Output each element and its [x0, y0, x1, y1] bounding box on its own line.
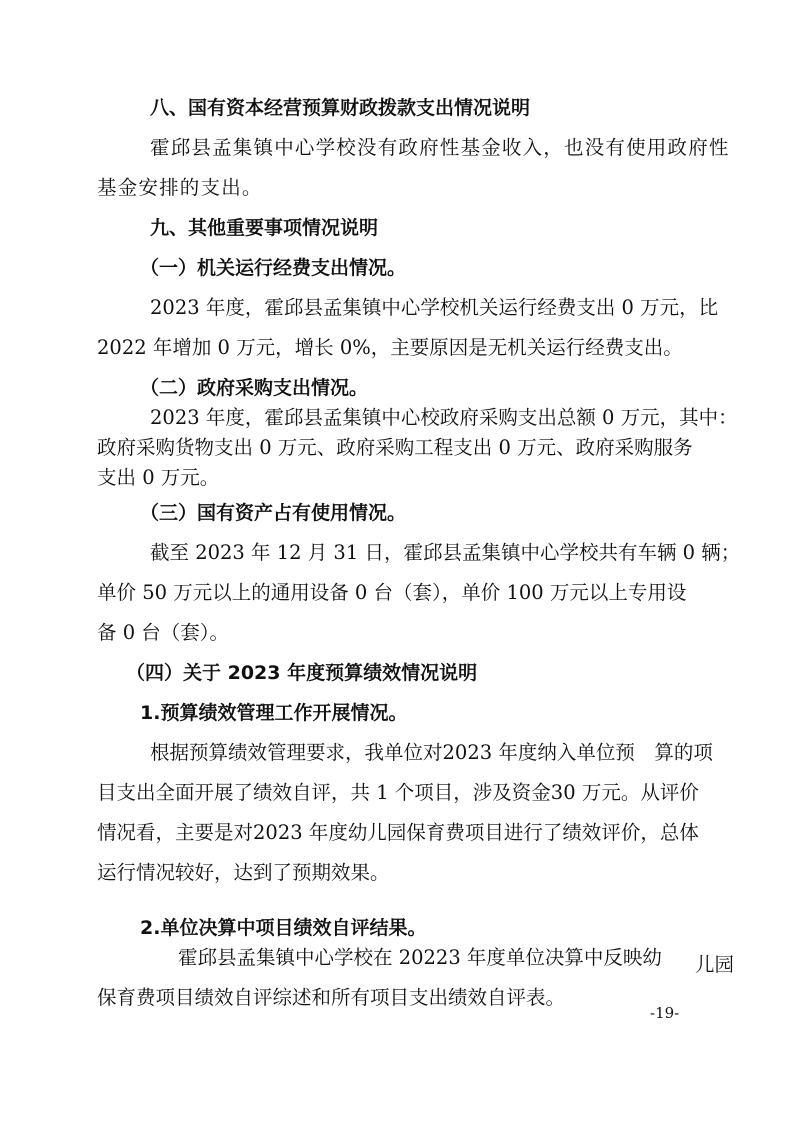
- paragraph-line: 2023 年度，霍邱县孟集镇中心学校机关运行经费支出 0 万元，比: [150, 296, 719, 319]
- subsection-2-title: （二）政府采购支出情况。: [140, 377, 369, 399]
- paragraph-line: 运行情况较好，达到了预期效果。: [97, 861, 390, 884]
- paragraph-line: 单价 50 万元以上的通用设备 0 台（套），单价 100 万元以上专用设: [97, 581, 687, 604]
- paragraph-line: 基金安排的支出。: [97, 176, 263, 199]
- paragraph-line: 支出 0 万元。: [97, 466, 220, 489]
- subsection-1-title: （一）机关运行经费支出情况。: [140, 257, 407, 279]
- paragraph-line: 2023 年度，霍邱县孟集镇中心校政府采购支出总额 0 万元，其中：: [150, 406, 738, 429]
- paragraph-line: 目支出全面开展了绩效自评，共 1 个项目，涉及资金30 万元。从评价: [97, 781, 699, 804]
- item-1-title: 1.预算绩效管理工作开展情况。: [140, 702, 408, 724]
- paragraph-line: 保育费项目绩效自评综述和所有项目支出绩效自评表。: [97, 986, 566, 1009]
- subsection-4-title: （四）关于 2023 年度预算绩效情况说明: [126, 662, 478, 684]
- section-8-title: 八、国有资本经营预算财政拨款支出情况说明: [150, 97, 531, 119]
- subsection-3-title: （三）国有资产占有使用情况。: [140, 502, 407, 524]
- page-number: -19-: [650, 1004, 680, 1022]
- paragraph-line: 备 0 台（套）。: [97, 621, 230, 644]
- paragraph-line: 情况看，主要是对2023 年度幼儿园保育费项目进行了绩效评价，总体: [97, 821, 699, 844]
- paragraph-line: 根据预算绩效管理要求，我单位对2023 年度纳入单位预 算的项: [150, 741, 713, 764]
- paragraph-line-tail: 儿园: [695, 953, 735, 976]
- section-9-title: 九、其他重要事项情况说明: [150, 217, 379, 239]
- paragraph-line: 霍邱县孟集镇中心学校在 20223 年度单位决算中反映幼: [178, 946, 662, 969]
- item-2-title: 2.单位决算中项目绩效自评结果。: [140, 917, 427, 939]
- paragraph-line: 霍邱县孟集镇中心学校没有政府性基金收入，也没有使用政府性: [150, 136, 730, 159]
- paragraph-line: 截至 2023 年 12 月 31 日，霍邱县孟集镇中心学校共有车辆 0 辆；: [150, 541, 741, 564]
- paragraph-line: 政府采购货物支出 0 万元、政府采购工程支出 0 万元、政府采购服务: [97, 436, 693, 459]
- paragraph-line: 2022 年增加 0 万元，增长 0%，主要原因是无机关运行经费支出。: [97, 336, 683, 359]
